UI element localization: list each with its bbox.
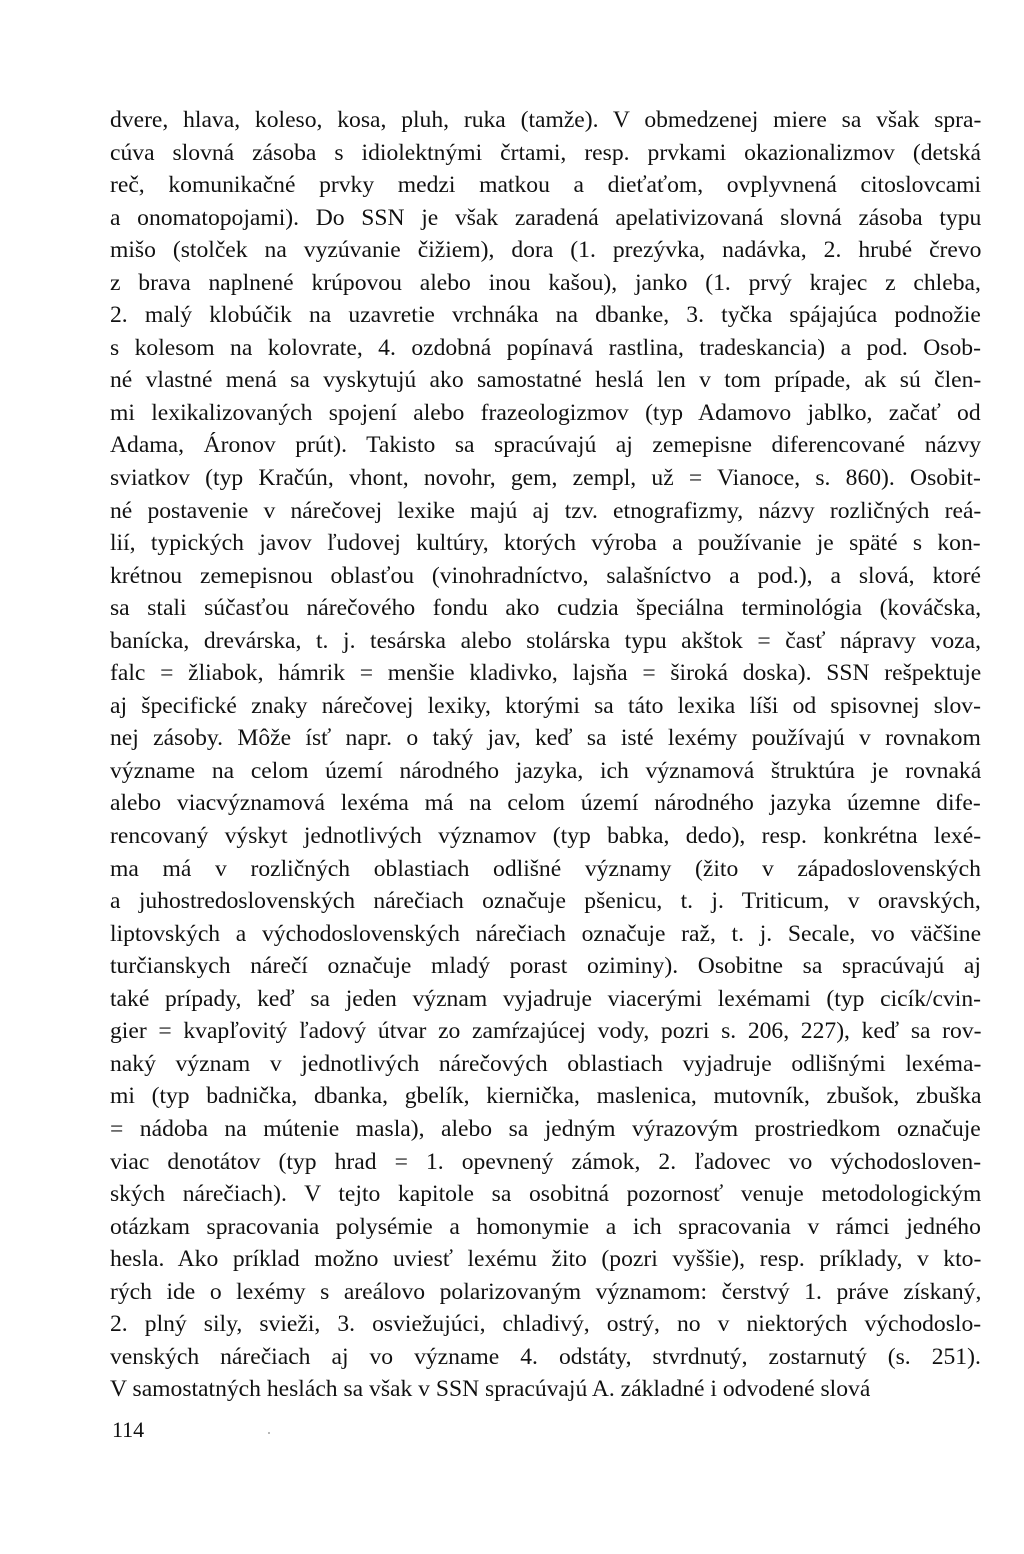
- text-line: V samostatných heslách sa však v SSN spracúvajú A. základné i odvodené slová: [110, 1376, 871, 1403]
- text-line: a onomatopojami). Do SSN je však zaradená apelativizovaná slovná zásoba typu: [110, 204, 982, 231]
- text-line: nej zásoby. Môže ísť napr. o taký jav, keď sa isté lexémy používajú v rovnakom: [110, 725, 981, 752]
- text-line: rencovaný výskyt jednotlivých významov (typ babka, dedo), resp. konkrétna lexé-: [110, 823, 982, 850]
- body-text: [110, 104, 981, 1406]
- text-line: z brava naplnené krúpovou alebo inou kašou), janko (1. prvý krajec z chleba,: [110, 269, 981, 296]
- text-line: turčianskych nárečí označuje mladý porast oziminy). Osobitne sa spracúvajú aj: [110, 953, 981, 980]
- text-line: hesla. Ako príklad možno uviesť lexému žito (pozri vyššie), resp. príklady, v kto-: [110, 1246, 982, 1273]
- text-line: ských nárečiach). V tejto kapitole sa osobitná pozornosť venuje metodologickým: [110, 1181, 982, 1208]
- text-line: venských nárečiach aj vo význame 4. odstáty, stvrdnutý, zostarnutý (s. 251).: [110, 1343, 981, 1370]
- text-line: krétnou zemepisnou oblasťou (vinohradníctvo, salašníctvo a pod.), a slová, ktoré: [110, 562, 981, 589]
- text-line: mi lexikalizovaných spojení alebo frazeologizmov (typ Adamovo jablko, začať od: [110, 399, 981, 426]
- text-line: viac denotátov (typ hrad = 1. opevnený zámok, 2. ľadovec vo východosloven-: [110, 1148, 982, 1175]
- text-line: ma má v rozličných oblastiach odlišné významy (žito v západoslovenských: [110, 855, 981, 882]
- text-line: sviatkov (typ Kračún, vhont, novohr, gem, zempl, už = Vianoce, s. 860). Osobit-: [110, 465, 981, 492]
- text-line: význame na celom území národného jazyka, ich významová štruktúra je rovnaká: [110, 757, 982, 784]
- text-line: lií, typických javov ľudovej kultúry, ktorých výroba a používanie je späté s kon-: [110, 530, 981, 557]
- text-line: otázkam spracovania polysémie a homonymie a ich spracovania v rámci jedného: [110, 1213, 981, 1240]
- text-line: mišo (stolček na vyzúvanie čižiem), dora (1. prezývka, nadávka, 2. hrubé črevo: [110, 237, 982, 264]
- text-line: liptovských a východoslovenských nárečiach označuje raž, t. j. Secale, vo väčšine: [110, 920, 982, 947]
- text-line: mi (typ badnička, dbanka, gbelík, kiernička, maslenica, mutovník, zbušok, zbuška: [110, 1083, 982, 1110]
- text-line: reč, komunikačné prvky medzi matkou a dieťaťom, ovplyvnená citoslovcami: [110, 172, 982, 199]
- text-line: 2. malý klobúčik na uzavretie vrchnáka na dbanke, 3. tyčka spájajúca podnožie: [110, 302, 981, 329]
- text-line: aj špecifické znaky nárečovej lexiky, ktorými sa táto lexika líši od spisovnej slov-: [110, 692, 981, 719]
- text-line: né vlastné mená sa vyskytujú ako samostatné heslá len v tom prípade, ak sú člen-: [110, 367, 982, 394]
- text-line: banícka, drevárska, t. j. tesárska alebo stolárska typu akštok = časť nápravy voza,: [110, 627, 981, 654]
- text-line: sa stali súčasťou nárečového fondu ako cudzia špeciálna terminológia (kováčska,: [110, 595, 982, 622]
- text-line: s kolesom na kolovrate, 4. ozdobná popínavá rastlina, tradeskancia) a pod. Osob-: [110, 334, 981, 361]
- text-line: rých ide o lexémy s areálovo polarizovaným významom: čerstvý 1. práve získaný,: [110, 1278, 982, 1305]
- text-line: naký význam v jednotlivých nárečových oblastiach vyjadruje odlišnými lexéma-: [110, 1050, 982, 1077]
- text-line: Adama, Áronov prút). Takisto sa spracúvajú aj zemepisne diferencované názvy: [110, 432, 982, 459]
- text-line: 2. plný sily, svieži, 3. osviežujúci, chladivý, ostrý, no v niektorých východoslo-: [110, 1311, 982, 1338]
- text-line: né postavenie v nárečovej lexike majú aj tzv. etnografizmy, názvy rozličných reá-: [110, 497, 982, 524]
- text-line: také prípady, keď sa jeden význam vyjadruje viacerými lexémami (typ cicík/cvin-: [110, 985, 982, 1012]
- text-line: = nádoba na mútenie masla), alebo sa jedným výrazovým prostriedkom označuje: [110, 1115, 981, 1142]
- text-line: dvere, hlava, koleso, kosa, pluh, ruka (tamže). V obmedzenej miere sa však spra-: [110, 107, 982, 133]
- text-line: falc = žliabok, hámrik = menšie kladivko, lajsňa = široká doska). SSN rešpektuje: [110, 660, 982, 687]
- scan-speck: [268, 1432, 270, 1434]
- text-line: alebo viacvýznamová lexéma má na celom území národného jazyka územne dife-: [110, 790, 981, 817]
- text-line: cúva slovná zásoba s idiolektnými črtami, resp. prvkami okazionalizmov (detská: [110, 139, 981, 166]
- page-number: 114: [112, 1417, 145, 1442]
- text-line: a juhostredoslovenských nárečiach označuje pšenicu, t. j. Triticum, v oravských,: [110, 888, 981, 915]
- text-line: gier = kvapľovitý ľadový útvar zo zamŕzajúcej vody, pozri s. 206, 227), keď sa rov-: [110, 1018, 982, 1045]
